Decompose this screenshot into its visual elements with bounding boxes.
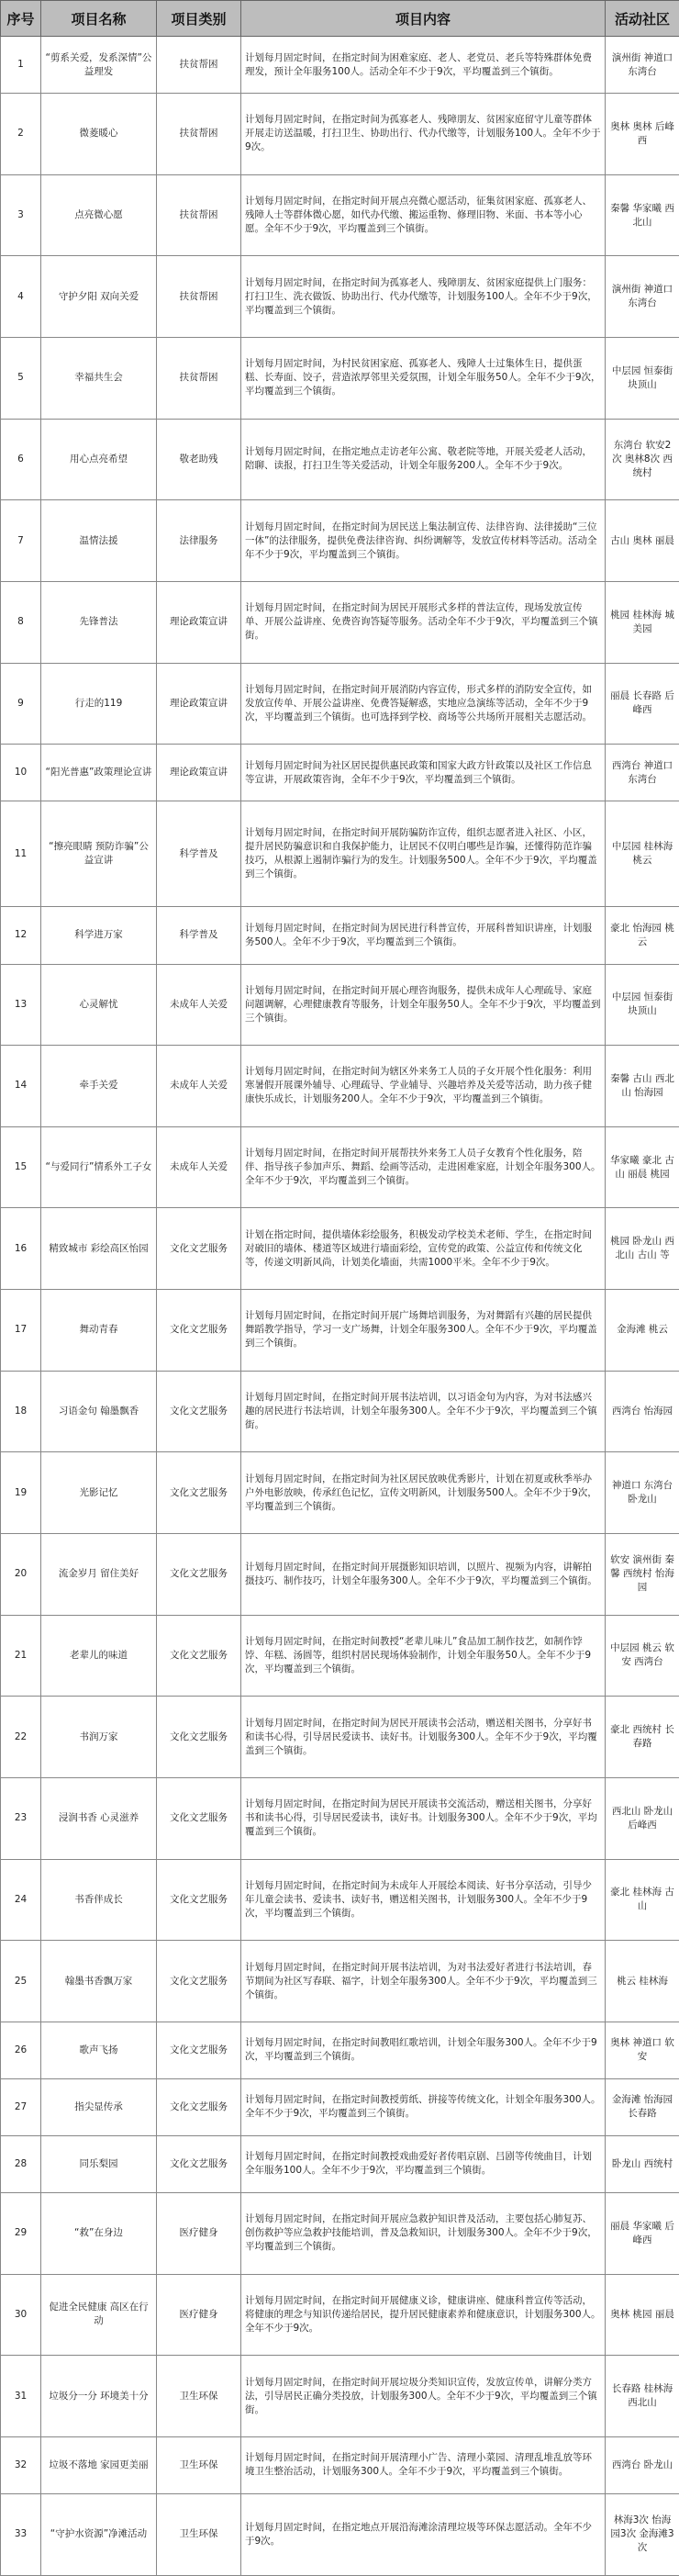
row-number: 33 — [1, 2493, 41, 2575]
activity-community: 丽晨 长春路 后峰西 — [606, 663, 679, 745]
project-name: 垃圾不落地 家园更美丽 — [41, 2436, 157, 2493]
row-number: 26 — [1, 2022, 41, 2078]
activity-community: 桃园 卧龙山 西北山 古山 等 — [606, 1208, 679, 1290]
project-name: “救”在身边 — [41, 2192, 157, 2274]
table-row — [1, 2356, 679, 2437]
project-name: “剪系关爱，发系深情”公益理发 — [41, 37, 157, 94]
project-category: 医疗健身 — [157, 2192, 241, 2274]
table-row — [1, 500, 679, 582]
project-category: 文化文艺服务 — [157, 2078, 241, 2135]
row-number: 19 — [1, 1452, 41, 1534]
activity-community: 奥林 奥林 后峰西 — [606, 94, 679, 175]
table-row — [1, 907, 679, 964]
project-category: 科学普及 — [157, 907, 241, 964]
table-row — [1, 1777, 679, 1859]
row-number: 14 — [1, 1046, 41, 1127]
row-number: 3 — [1, 174, 41, 256]
activity-community: 演州街 神道口 东湾台 — [606, 37, 679, 94]
activity-community: 长春路 桂林海 西北山 — [606, 2356, 679, 2437]
project-name: 书润万家 — [41, 1697, 157, 1778]
row-number: 29 — [1, 2192, 41, 2274]
project-category: 文化文艺服务 — [157, 2022, 241, 2078]
project-content: 计划在指定时间，提供墙体彩绘服务，积极发动学校美术老师、学生，在指定时间对破旧的墙体、楼道等区域进行墙面彩绘，宣传党的政策、公益宣传和传统文化等，传递文明新风尚，计划美化墙面，共需1000平米。全年不少于9次。 — [241, 1208, 606, 1290]
row-number: 5 — [1, 337, 41, 419]
table-row — [1, 1452, 679, 1534]
project-name: 用心点亮希望 — [41, 419, 157, 500]
project-content: 计划每月固定时间，在指定时间开展帮扶外来务工人员子女教育个性化服务，陪伴、指导孩子参加声乐、舞蹈、绘画等活动，走进困难家庭，计划全年服务300人。全年不少于9次，平均覆盖到三个镇街。 — [241, 1126, 606, 1208]
project-category: 法律服务 — [157, 500, 241, 582]
project-content: 计划每月固定时间，在指定时间开展防骗防诈宣传，组织志愿者进入社区、小区，提升居民防骗意识和自我保护能力，让居民不仅明白哪些是诈骗，还懂得防范诈骗技巧，从根源上遏制诈骗行为的发生。计划服务500人。全年不少于9次，平均覆盖到三个镇街。 — [241, 801, 606, 907]
project-content: 计划每月固定时间，在指定时间为居民开展读书交流活动，赠送相关图书，分享好书和读书心得，引导居民爱读书，读好书。计划服务300人。全年不少于9次，平均覆盖到三个镇街。 — [241, 1777, 606, 1859]
activity-community: 中层园 恒泰街 块顶山 — [606, 964, 679, 1046]
project-category: 文化文艺服务 — [157, 1859, 241, 1941]
project-category: 文化文艺服务 — [157, 2135, 241, 2192]
project-category: 理论政策宣讲 — [157, 663, 241, 745]
project-category: 未成年人关爱 — [157, 964, 241, 1046]
header-community: 活动社区 — [606, 1, 679, 37]
table-row — [1, 174, 679, 256]
project-content: 计划每月固定时间，在指定时间为孤寡老人、残障朋友、贫困家庭提供上门服务：打扫卫生、洗衣做饭、协助出行、代办代缴等，计划服务100人。全年不少于9次，平均覆盖到三个镇街。 — [241, 256, 606, 338]
row-number: 8 — [1, 581, 41, 663]
project-name: 精致城市 彩绘高区怡园 — [41, 1208, 157, 1290]
table-row — [1, 1208, 679, 1290]
project-name: 微菱暖心 — [41, 94, 157, 175]
project-content: 计划每月固定时间，在指定时间教授“老辈儿味儿”食品加工制作技艺，如制作饽饽、年糕、汤圆等，组织村居民现场体验制作，计划全年服务50人。全年不少于9次，平均覆盖到三个镇街。 — [241, 1615, 606, 1697]
row-number: 22 — [1, 1697, 41, 1778]
project-category: 理论政策宣讲 — [157, 745, 241, 801]
table-row — [1, 1941, 679, 2022]
table-row — [1, 2436, 679, 2493]
project-name: 守护夕阳 双向关爱 — [41, 256, 157, 338]
project-category: 未成年人关爱 — [157, 1126, 241, 1208]
table-row — [1, 964, 679, 1046]
project-content: 计划每月固定时间，在指定时间为困难家庭、老人、老党员、老兵等特殊群体免费理发，预计全年服务100人。活动全年不少于9次，平均覆盖到三个镇街。 — [241, 37, 606, 94]
project-content: 计划每月固定时间为社区居民提供惠民政策和国家大政方针政策以及社区工作信息等宣讲，开展政策咨询，全年不少于9次，平均覆盖到三个镇街。 — [241, 745, 606, 801]
project-content: 计划每月固定时间，在指定时间为未成年人开展绘本阅读、好书分享活动，引导少年儿童会读书、爱读书、读好书，赠送相关图书，计划服务300人。全年不少于9次，平均覆盖到三个镇街。 — [241, 1859, 606, 1941]
activity-community: 豪北 怡海园 桃云 — [606, 907, 679, 964]
table-row — [1, 1046, 679, 1127]
row-number: 23 — [1, 1777, 41, 1859]
row-number: 18 — [1, 1371, 41, 1452]
project-name: 促进全民健康 高区在行动 — [41, 2274, 157, 2356]
project-name: 同乐梨园 — [41, 2135, 157, 2192]
row-number: 1 — [1, 37, 41, 94]
table-body — [1, 37, 679, 2576]
project-content: 计划每月固定时间，在指定时间开展应急救护知识普及活动，主要包括心肺复苏、创伤救护等应急救护技能培训，普及急救知识，计划服务300人。全年不少于9次，平均覆盖到三个镇街。 — [241, 2192, 606, 2274]
project-content: 计划每月固定时间，在指定时间开展垃圾分类知识宣传，发放宣传单，讲解分类方法，引导居民正确分类投放，计划服务300人。全年不少于9次，平均覆盖到三个镇街。 — [241, 2356, 606, 2437]
project-category: 卫生环保 — [157, 2436, 241, 2493]
project-name: 温情法援 — [41, 500, 157, 582]
row-number: 20 — [1, 1534, 41, 1616]
project-category: 扶贫帮困 — [157, 337, 241, 419]
project-category: 卫生环保 — [157, 2493, 241, 2575]
table-row — [1, 663, 679, 745]
project-name: 歌声飞扬 — [41, 2022, 157, 2078]
project-content: 计划每月固定时间，在指定时间为辖区外来务工人员的子女开展个性化服务：利用寒暑假开展课外辅导、心理疏导、学业辅导、兴趣培养及关爱等活动，助力孩子健康快乐成长，计划服务200人。全年不少于9次，平均覆盖到三个镇街。 — [241, 1046, 606, 1127]
table-row — [1, 2022, 679, 2078]
row-number: 9 — [1, 663, 41, 745]
table-row — [1, 801, 679, 907]
row-number: 21 — [1, 1615, 41, 1697]
row-number: 11 — [1, 801, 41, 907]
project-name: 点亮微心愿 — [41, 174, 157, 256]
table-row — [1, 1534, 679, 1616]
project-content: 计划每月固定时间，在指定时间开展广场舞培训服务，为对舞蹈有兴趣的居民提供舞蹈教学指导，学习一支广场舞，计划全年服务300人。全年不少于9次，平均覆盖到三个镇街。 — [241, 1290, 606, 1372]
project-name: 先锋普法 — [41, 581, 157, 663]
table-row — [1, 2135, 679, 2192]
row-number: 30 — [1, 2274, 41, 2356]
project-name: 光影记忆 — [41, 1452, 157, 1534]
project-category: 文化文艺服务 — [157, 1452, 241, 1534]
project-content: 计划每月固定时间，在指定时间开展清理小广告、清理小菜园、清理乱堆乱放等环境卫生整治活动，计划服务300人。全年不少于9次，平均覆盖到三个镇街。 — [241, 2436, 606, 2493]
project-category: 文化文艺服务 — [157, 1290, 241, 1372]
row-number: 10 — [1, 745, 41, 801]
project-name: 牵手关爱 — [41, 1046, 157, 1127]
row-number: 27 — [1, 2078, 41, 2135]
table-row — [1, 1371, 679, 1452]
project-category: 文化文艺服务 — [157, 1208, 241, 1290]
project-content: 计划每月固定时间，在指定时间为居民送上集法制宣传、法律咨询、法律援助“三位一体”的法律服务，提供免费法律咨询、纠纷调解等，发放宣传材料等活动。活动全年不少于9次，平均覆盖到三个镇街。 — [241, 500, 606, 582]
table-row — [1, 1697, 679, 1778]
project-category: 文化文艺服务 — [157, 1941, 241, 2022]
activity-community: 西湾台 怡海园 — [606, 1371, 679, 1452]
project-name: “守护水资源”净滩活动 — [41, 2493, 157, 2575]
table-row — [1, 1126, 679, 1208]
project-content: 计划每月固定时间，在指定时间教授戏曲爱好者传唱京剧、吕剧等传统曲目，计划全年服务100人。全年不少于9次，平均覆盖到三个镇街。 — [241, 2135, 606, 2192]
table-row — [1, 256, 679, 338]
project-content: 计划每月固定时间，在指定时间开展书法培训，以习语金句为内容，为对书法感兴趣的居民进行书法培训，计划全年服务300人。全年不少于9次，平均覆盖到三个镇街。 — [241, 1371, 606, 1452]
project-name: “擦亮眼睛 预防诈骗”公益宣讲 — [41, 801, 157, 907]
project-name: “与爱同行”情系外工子女 — [41, 1126, 157, 1208]
activity-community: 中层园 桂林海 桃云 — [606, 801, 679, 907]
project-name: 习语金句 翰墨飘香 — [41, 1371, 157, 1452]
activity-community: 林海3次 怡海园3次 金海滩3次 — [606, 2493, 679, 2575]
project-name: 心灵解忧 — [41, 964, 157, 1046]
row-number: 32 — [1, 2436, 41, 2493]
activity-community: 丽晨 华家曦 后峰西 — [606, 2192, 679, 2274]
project-content: 计划每月固定时间，在指定时间教授剪纸、拼接等传统文化，计划全年服务300人。全年不少于9次，平均覆盖到三个镇街。 — [241, 2078, 606, 2135]
activity-community: 卧龙山 西统村 — [606, 2135, 679, 2192]
activity-community: 金海滩 桃云 — [606, 1290, 679, 1372]
table-row — [1, 37, 679, 94]
project-name: 科学进万家 — [41, 907, 157, 964]
project-content: 计划每月固定时间，在指定时间开展消防内容宣传，形式多样的消防安全宣传，如发放宣传单、开展公益讲座、免费答疑解惑，实地应急演练等活动，全年不少于9次，平均覆盖到三个镇街。也可选择到学校、商场等公共场所开展相关志愿活动。 — [241, 663, 606, 745]
row-number: 17 — [1, 1290, 41, 1372]
row-number: 25 — [1, 1941, 41, 2022]
activity-community: 演州街 神道口 东湾台 — [606, 256, 679, 338]
activity-community: 古山 奥林 丽晨 — [606, 500, 679, 582]
activity-community: 豪北 桂林海 古山 — [606, 1859, 679, 1941]
row-number: 2 — [1, 94, 41, 175]
row-number: 7 — [1, 500, 41, 582]
activity-community: 桃园 桂林海 城美园 — [606, 581, 679, 663]
project-content: 计划每月固定时间，在指定地点走访老年公寓、敬老院等地，开展关爱老人活动，陪聊、读报，打扫卫生等关爱活动，计划全年服务200人。全年不少于9次。 — [241, 419, 606, 500]
project-content: 计划每月固定时间，在指定时间教唱红歌培训，计划全年服务300人。全年不少于9次，平均覆盖到三个镇街。 — [241, 2022, 606, 2078]
table-header-row — [1, 1, 679, 37]
project-content: 计划每月固定时间，在指定时间为居民进行科普宣传，开展科普知识讲座，计划服务500人。全年不少于9次，平均覆盖到三个镇街。 — [241, 907, 606, 964]
project-category: 卫生环保 — [157, 2356, 241, 2437]
project-content: 计划每月固定时间，在指定时间开展健康义诊，健康讲座、健康科普宣传等活动，将健康的理念与知识传递给居民，提升居民健康素养和健康意识，计划服务300人。全年不少于9次。 — [241, 2274, 606, 2356]
row-number: 31 — [1, 2356, 41, 2437]
table-row — [1, 94, 679, 175]
project-name: 流金岁月 留住美好 — [41, 1534, 157, 1616]
project-name: 垃圾分一分 环境美十分 — [41, 2356, 157, 2437]
activity-community: 秦馨 古山 西北山 怡海园 — [606, 1046, 679, 1127]
row-number: 15 — [1, 1126, 41, 1208]
project-name: 浸润书香 心灵滋养 — [41, 1777, 157, 1859]
project-name: 老辈儿的味道 — [41, 1615, 157, 1697]
activity-community: 西北山 卧龙山 后峰西 — [606, 1777, 679, 1859]
project-content: 计划每月固定时间，在指定时间开展摄影知识培训，以照片、视频为内容，讲解拍摄技巧、制作技巧，计划全年服务300人。全年不少于9次，平均覆盖到三个镇街。 — [241, 1534, 606, 1616]
project-name: 书香伴成长 — [41, 1859, 157, 1941]
project-content: 计划每月固定时间，在指定时间开展点亮微心愿活动，征集贫困家庭、孤寡老人、残障人士等群体微心愿，如代办代缴、搬运重物、修理旧物、米面、书本等小心愿。全年不少于9次，平均覆盖到三个镇街。 — [241, 174, 606, 256]
header-no: 序号 — [1, 1, 41, 37]
table-row — [1, 1859, 679, 1941]
row-number: 4 — [1, 256, 41, 338]
header-content: 项目内容 — [241, 1, 606, 37]
project-category: 未成年人关爱 — [157, 1046, 241, 1127]
project-category: 文化文艺服务 — [157, 1615, 241, 1697]
project-content: 计划每月固定时间，在指定时间为居民开展形式多样的普法宣传，现场发放宣传单、开展公益讲座、免费咨询答疑等服务。活动全年不少于9次，平均覆盖到三个镇街。 — [241, 581, 606, 663]
activity-community: 秦馨 华家曦 西北山 — [606, 174, 679, 256]
table-row — [1, 1290, 679, 1372]
activity-community: 金海滩 怡海园 长春路 — [606, 2078, 679, 2135]
activity-community: 中层园 桃云 软安 西湾台 — [606, 1615, 679, 1697]
table-row — [1, 337, 679, 419]
project-category: 敬老助残 — [157, 419, 241, 500]
activity-community: 软安 演州街 秦馨 西统村 怡海园 — [606, 1534, 679, 1616]
table-row — [1, 2274, 679, 2356]
project-category: 扶贫帮困 — [157, 37, 241, 94]
table-row — [1, 1615, 679, 1697]
project-category: 文化文艺服务 — [157, 1534, 241, 1616]
project-content: 计划每月固定时间，为村民贫困家庭、孤寡老人、残障人士过集体生日，提供蛋糕、长寿面、饺子，营造浓厚邻里关爱氛围，计划全年服务50人。全年不少于9次，平均覆盖到三个镇街。 — [241, 337, 606, 419]
project-name: 指尖显传承 — [41, 2078, 157, 2135]
activity-community: 神道口 东湾台 卧龙山 — [606, 1452, 679, 1534]
activity-community: 东湾台 软安2次 奥林8次 西统村 — [606, 419, 679, 500]
project-content: 计划每月固定时间，在指定地点开展沿海滩涂清理垃圾等环保志愿活动。全年不少于9次。 — [241, 2493, 606, 2575]
row-number: 12 — [1, 907, 41, 964]
activity-community: 豪北 西统村 长春路 — [606, 1697, 679, 1778]
project-name: “阳光普惠”政策理论宣讲 — [41, 745, 157, 801]
header-project-name: 项目名称 — [41, 1, 157, 37]
table-row — [1, 2192, 679, 2274]
row-number: 28 — [1, 2135, 41, 2192]
project-category: 科学普及 — [157, 801, 241, 907]
activity-community: 华家曦 豪北 古山 丽晨 桃园 — [606, 1126, 679, 1208]
row-number: 24 — [1, 1859, 41, 1941]
project-category: 扶贫帮困 — [157, 256, 241, 338]
table-row — [1, 419, 679, 500]
project-category: 文化文艺服务 — [157, 1777, 241, 1859]
project-name: 舞动青春 — [41, 1290, 157, 1372]
table-row — [1, 2078, 679, 2135]
activity-community: 西湾台 神道口 东湾台 — [606, 745, 679, 801]
project-category: 文化文艺服务 — [157, 1697, 241, 1778]
activity-community: 奥林 神道口 软安 — [606, 2022, 679, 2078]
activity-community: 奥林 桃园 丽晨 — [606, 2274, 679, 2356]
project-content: 计划每月固定时间，在指定时间开展书法培训，为对书法爱好者进行书法培训，春节期间为社区写春联、福字，计划全年服务300人。全年不少于9次，平均覆盖到三个镇街。 — [241, 1941, 606, 2022]
activity-community: 中层园 恒泰街 块顶山 — [606, 337, 679, 419]
table-row — [1, 581, 679, 663]
project-category: 扶贫帮困 — [157, 94, 241, 175]
project-category: 理论政策宣讲 — [157, 581, 241, 663]
project-content: 计划每月固定时间，在指定时间为孤寡老人、残障朋友、贫困家庭留守儿童等群体开展走访送温暖，打扫卫生、协助出行、代办代缴等，计划服务100人。全年不少于9次。 — [241, 94, 606, 175]
project-content: 计划每月固定时间，在指定时间开展心理咨询服务，提供未成年人心理疏导、家庭问题调解，心理健康教育等服务，计划全年服务50人。全年不少于9次，平均覆盖到三个镇街。 — [241, 964, 606, 1046]
table-row — [1, 745, 679, 801]
project-name: 幸福共生会 — [41, 337, 157, 419]
project-content: 计划每月固定时间，在指定时间为居民开展读书会活动，赠送相关图书，分享好书和读书心得，引导居民爱读书、读好书。计划服务300人。全年不少于9次，平均覆盖到三个镇街。 — [241, 1697, 606, 1778]
project-name: 行走的119 — [41, 663, 157, 745]
project-content: 计划每月固定时间，在指定时间为社区居民放映优秀影片，计划在初夏或秋季举办户外电影放映，传承红色记忆，宣传文明新风，计划服务500人。全年不少于9次，平均覆盖到三个镇街。 — [241, 1452, 606, 1534]
activity-community: 西湾台 卧龙山 — [606, 2436, 679, 2493]
project-name: 翰墨书香飘万家 — [41, 1941, 157, 2022]
row-number: 16 — [1, 1208, 41, 1290]
project-category: 文化文艺服务 — [157, 1371, 241, 1452]
activity-community: 桃云 桂林海 — [606, 1941, 679, 2022]
project-category: 医疗健身 — [157, 2274, 241, 2356]
project-category: 扶贫帮困 — [157, 174, 241, 256]
row-number: 6 — [1, 419, 41, 500]
table-row — [1, 2493, 679, 2575]
row-number: 13 — [1, 964, 41, 1046]
header-category: 项目类别 — [157, 1, 241, 37]
